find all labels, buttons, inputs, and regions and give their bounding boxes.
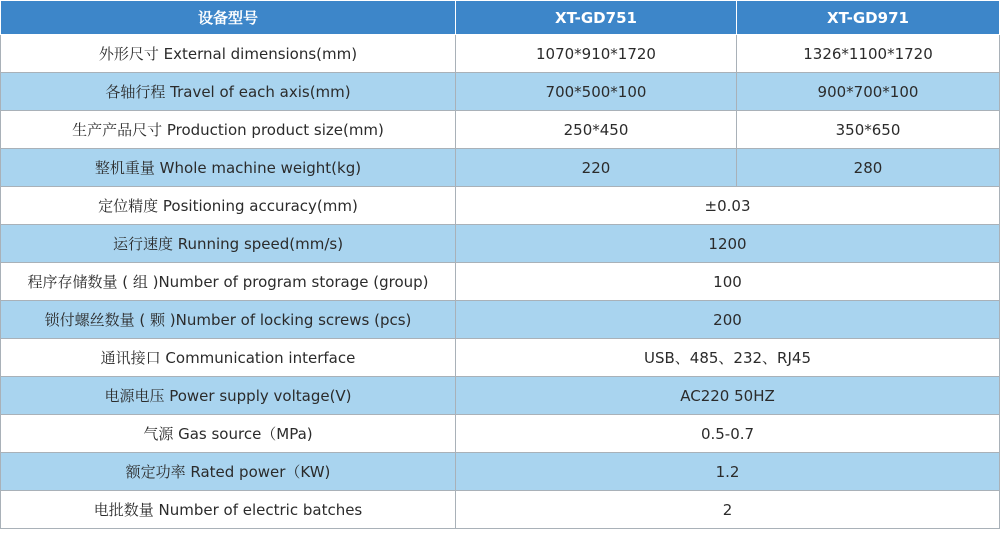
value-model-a: 220 bbox=[456, 149, 737, 187]
value-shared: USB、485、232、RJ45 bbox=[456, 339, 1000, 377]
table-row bbox=[1, 149, 1000, 187]
row-label: 程序存储数量 ( 组 )Number of program storage (group) bbox=[1, 263, 456, 301]
header-row bbox=[1, 1, 1000, 35]
table-row bbox=[1, 263, 1000, 301]
value-model-b: 900*700*100 bbox=[737, 73, 1000, 111]
row-label: 通讯接口 Communication interface bbox=[1, 339, 456, 377]
value-model-b: 280 bbox=[737, 149, 1000, 187]
table-row bbox=[1, 377, 1000, 415]
table-row bbox=[1, 35, 1000, 73]
header-model-b: XT-GD971 bbox=[737, 1, 1000, 35]
row-label: 定位精度 Positioning accuracy(mm) bbox=[1, 187, 456, 225]
table-row bbox=[1, 73, 1000, 111]
table-row bbox=[1, 491, 1000, 529]
row-label: 整机重量 Whole machine weight(kg) bbox=[1, 149, 456, 187]
value-shared: ±0.03 bbox=[456, 187, 1000, 225]
value-model-a: 1070*910*1720 bbox=[456, 35, 737, 73]
table-row bbox=[1, 301, 1000, 339]
value-shared: 1200 bbox=[456, 225, 1000, 263]
header-model-a: XT-GD751 bbox=[456, 1, 737, 35]
value-model-a: 250*450 bbox=[456, 111, 737, 149]
table-row bbox=[1, 187, 1000, 225]
header-label: 设备型号 bbox=[1, 1, 456, 35]
value-shared: 100 bbox=[456, 263, 1000, 301]
table-row bbox=[1, 339, 1000, 377]
row-label: 各轴行程 Travel of each axis(mm) bbox=[1, 73, 456, 111]
value-model-b: 350*650 bbox=[737, 111, 1000, 149]
row-label: 电源电压 Power supply voltage(V) bbox=[1, 377, 456, 415]
row-label: 电批数量 Number of electric batches bbox=[1, 491, 456, 529]
value-shared: 2 bbox=[456, 491, 1000, 529]
table-row bbox=[1, 415, 1000, 453]
row-label: 额定功率 Rated power（KW) bbox=[1, 453, 456, 491]
table-row bbox=[1, 225, 1000, 263]
row-label: 运行速度 Running speed(mm/s) bbox=[1, 225, 456, 263]
table-row bbox=[1, 453, 1000, 491]
table-row bbox=[1, 111, 1000, 149]
row-label: 生产产品尺寸 Production product size(mm) bbox=[1, 111, 456, 149]
value-shared: 200 bbox=[456, 301, 1000, 339]
value-shared: 0.5-0.7 bbox=[456, 415, 1000, 453]
row-label: 外形尺寸 External dimensions(mm) bbox=[1, 35, 456, 73]
row-label: 锁付螺丝数量 ( 颗 )Number of locking screws (pcs) bbox=[1, 301, 456, 339]
value-shared: 1.2 bbox=[456, 453, 1000, 491]
row-label: 气源 Gas source（MPa) bbox=[1, 415, 456, 453]
value-shared: AC220 50HZ bbox=[456, 377, 1000, 415]
value-model-a: 700*500*100 bbox=[456, 73, 737, 111]
value-model-b: 1326*1100*1720 bbox=[737, 35, 1000, 73]
